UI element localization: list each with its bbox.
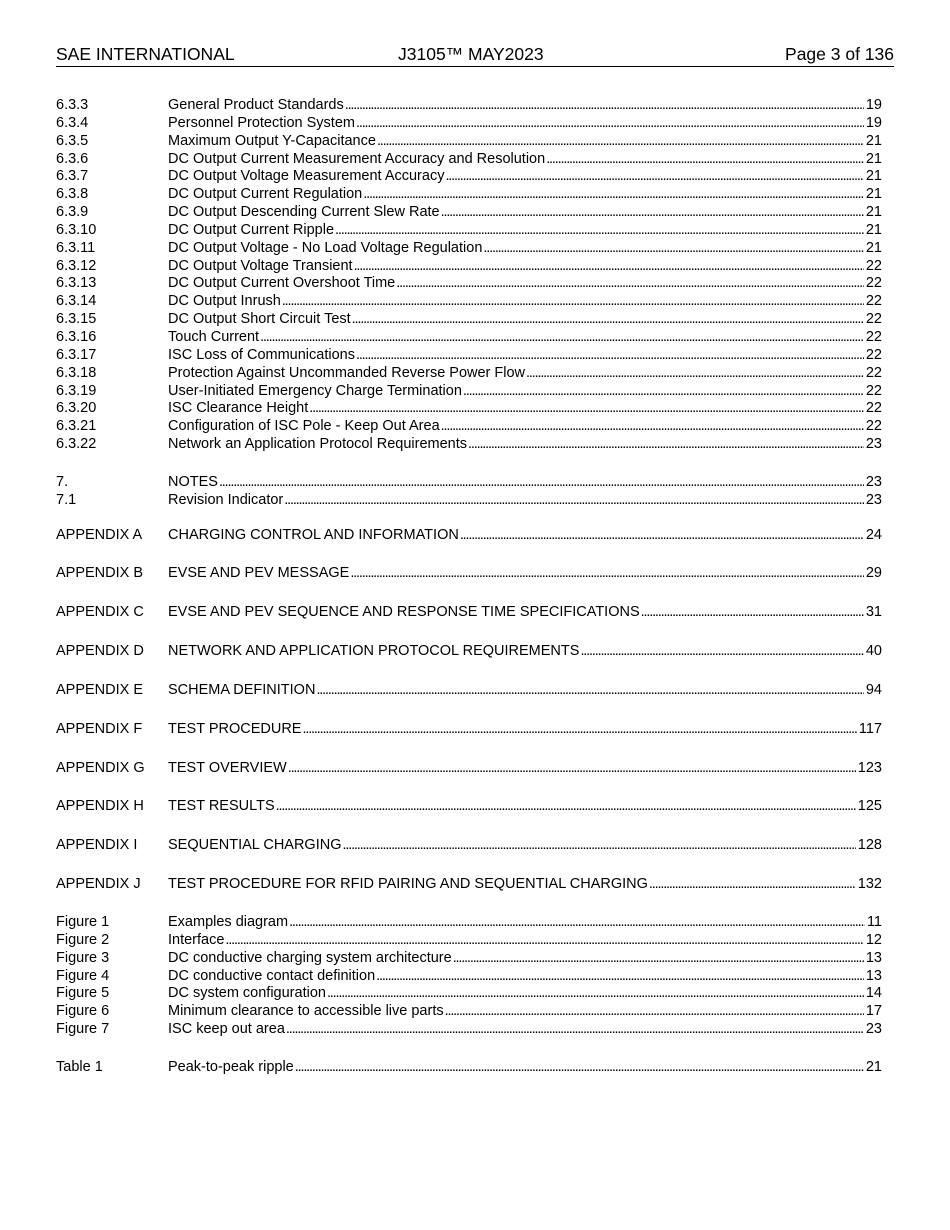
section-number: 6.3.3 [56, 97, 89, 113]
appendix-entry[interactable] [56, 565, 882, 583]
spacer [56, 510, 882, 527]
dot-leader [276, 798, 856, 816]
section-page-number: 21 [865, 239, 882, 256]
section-entry[interactable] [56, 311, 882, 329]
appendix-page-number: 125 [857, 798, 882, 815]
section-number: 6.3.13 [56, 275, 97, 292]
dot-leader [441, 204, 864, 222]
table-number: Table 1 [56, 1058, 103, 1075]
figure-number: Figure 6 [56, 1003, 110, 1020]
appendix-entry[interactable] [56, 682, 882, 700]
appendix-entry[interactable] [56, 721, 882, 739]
section-number: 7. [56, 473, 69, 490]
appendix-entry[interactable] [56, 798, 882, 816]
spacer [56, 544, 882, 565]
appendix-number: APPENDIX D [56, 643, 144, 660]
section-number: 7.1 [56, 491, 77, 508]
section-page-number: 22 [865, 275, 882, 292]
section-entry[interactable] [56, 258, 882, 276]
section-entry[interactable] [56, 204, 882, 222]
dot-leader [463, 383, 864, 401]
figure-title: DC conductive charging system architecture [168, 949, 452, 966]
appendix-page-number: 94 [865, 681, 882, 698]
section-page-number: 22 [865, 364, 882, 381]
section-page-number: 21 [865, 186, 882, 203]
appendix-number: APPENDIX C [56, 604, 144, 621]
section-title: DC Output Descending Current Slew Rate [168, 204, 440, 221]
dot-leader [288, 760, 856, 778]
section-page-number: 22 [865, 328, 882, 345]
section-title: DC Output Current Ripple [168, 221, 335, 238]
spacer [56, 700, 882, 721]
section-page-number: 23 [865, 491, 882, 508]
dot-leader [363, 186, 864, 204]
figure-page-number: 23 [865, 1021, 882, 1038]
dot-leader [343, 837, 856, 855]
spacer [56, 1039, 882, 1059]
dot-leader [286, 1021, 864, 1039]
dot-leader [225, 932, 863, 950]
figure-number: Figure 1 [56, 914, 110, 930]
appendix-title: NETWORK AND APPLICATION PROTOCOL REQUIREMENTS [168, 643, 580, 660]
appendix-title: SCHEMA DEFINITION [168, 681, 316, 698]
section-entry[interactable] [56, 97, 882, 115]
dot-leader [396, 275, 864, 293]
section-entry[interactable] [56, 492, 882, 510]
section-entry[interactable] [56, 133, 882, 151]
section-entry[interactable] [56, 436, 882, 454]
appendix-title: CHARGING CONTROL AND INFORMATION [168, 526, 459, 543]
appendix-entry[interactable] [56, 876, 882, 894]
section-title: General Product Standards [168, 97, 344, 113]
section-title: DC Output Voltage Measurement Accuracy [168, 168, 445, 185]
section-page-number: 21 [865, 204, 882, 221]
figure-entry[interactable] [56, 914, 882, 932]
section-title: User-Initiated Emergency Charge Termination [168, 382, 462, 399]
section-page-number: 21 [865, 150, 882, 167]
section-title: DC Output Voltage Transient [168, 257, 353, 274]
figure-page-number: 12 [865, 931, 882, 948]
dot-leader [460, 527, 864, 545]
dot-leader [441, 418, 864, 436]
figure-page-number: 11 [866, 914, 882, 930]
figure-page-number: 13 [865, 949, 882, 966]
section-title: DC Output Current Regulation [168, 186, 363, 203]
appendix-number: APPENDIX I [56, 837, 138, 854]
dot-leader [260, 329, 864, 347]
section-number: 6.3.14 [56, 293, 97, 310]
section-number: 6.3.22 [56, 436, 97, 453]
section-page-number: 22 [865, 257, 882, 274]
section-title: ISC Loss of Communications [168, 346, 355, 363]
appendix-number: APPENDIX B [56, 565, 144, 582]
section-entry[interactable] [56, 329, 882, 347]
dot-leader [649, 876, 856, 894]
appendix-page-number: 31 [865, 604, 882, 621]
section-number: 6.3.4 [56, 114, 89, 131]
dot-leader [219, 474, 864, 492]
figure-number: Figure 2 [56, 931, 110, 948]
dot-leader [295, 1059, 864, 1077]
section-page-number: 22 [865, 346, 882, 363]
section-number: 6.3.12 [56, 257, 97, 274]
section-title: Personnel Protection System [168, 114, 355, 131]
appendix-page-number: 123 [857, 759, 882, 776]
dot-leader [352, 311, 864, 329]
appendix-number: APPENDIX A [56, 526, 143, 543]
section-number: 6.3.10 [56, 221, 97, 238]
section-number: 6.3.21 [56, 418, 97, 435]
dot-leader [335, 222, 864, 240]
section-entry[interactable] [56, 186, 882, 204]
table-of-contents [56, 97, 882, 1077]
section-title: Protection Against Uncommanded Reverse Power Flow [168, 364, 526, 381]
header-org: SAE INTERNATIONAL [56, 44, 235, 64]
section-entry[interactable] [56, 115, 882, 133]
table-title: Peak-to-peak ripple [168, 1058, 294, 1075]
dot-leader [345, 97, 864, 115]
section-page-number: 19 [865, 114, 882, 131]
dot-leader [327, 985, 864, 1003]
section-page-number: 19 [865, 97, 882, 113]
appendix-page-number: 128 [857, 837, 882, 854]
figure-entry[interactable] [56, 950, 882, 968]
dot-leader [377, 133, 864, 151]
dot-leader [316, 682, 863, 700]
figure-title: ISC keep out area [168, 1021, 285, 1038]
figure-page-number: 17 [865, 1003, 882, 1020]
dot-leader [376, 968, 864, 986]
spacer [56, 739, 882, 760]
dot-leader [350, 565, 864, 583]
spacer [56, 454, 882, 474]
figure-number: Figure 4 [56, 967, 110, 984]
appendix-entry[interactable] [56, 527, 882, 545]
section-title: Maximum Output Y-Capacitance [168, 132, 376, 149]
section-entry[interactable] [56, 222, 882, 240]
section-number: 6.3.18 [56, 364, 97, 381]
section-entry[interactable] [56, 347, 882, 365]
dot-leader [445, 1003, 864, 1021]
section-page-number: 21 [865, 168, 882, 185]
figure-entry[interactable] [56, 985, 882, 1003]
section-entry[interactable] [56, 383, 882, 401]
page-header [56, 44, 894, 67]
appendix-entry[interactable] [56, 643, 882, 661]
section-number: 6.3.5 [56, 132, 89, 149]
section-number: 6.3.16 [56, 328, 97, 345]
figure-title: DC conductive contact definition [168, 967, 376, 984]
appendix-entry[interactable] [56, 837, 882, 855]
figure-title: Interface [168, 931, 225, 948]
section-entry[interactable] [56, 418, 882, 436]
dot-leader [641, 604, 864, 622]
section-number: 6.3.20 [56, 400, 97, 417]
spacer [56, 622, 882, 643]
appendix-title: TEST PROCEDURE [168, 720, 302, 737]
section-title: NOTES [168, 473, 218, 490]
section-page-number: 22 [865, 293, 882, 310]
section-number: 6.3.11 [56, 239, 96, 256]
section-page-number: 21 [865, 132, 882, 149]
table-entry[interactable] [56, 1059, 882, 1077]
section-entry[interactable] [56, 400, 882, 418]
section-entry[interactable] [56, 365, 882, 383]
appendix-page-number: 40 [865, 643, 882, 660]
spacer [56, 855, 882, 876]
figure-entry[interactable] [56, 1021, 882, 1039]
section-number: 6.3.17 [56, 346, 97, 363]
figure-entry[interactable] [56, 1003, 882, 1021]
spacer [56, 777, 882, 798]
spacer [56, 661, 882, 682]
section-entry[interactable] [56, 151, 882, 169]
section-page-number: 23 [865, 473, 882, 490]
dot-leader [356, 115, 864, 133]
section-title: ISC Clearance Height [168, 400, 309, 417]
dot-leader [282, 293, 864, 311]
header-doc-id: J3105™ MAY2023 [398, 44, 544, 64]
appendix-page-number: 132 [857, 876, 882, 893]
dot-leader [289, 914, 865, 932]
appendix-page-number: 117 [858, 720, 882, 737]
appendix-number: APPENDIX J [56, 876, 141, 893]
section-number: 6.3.15 [56, 311, 97, 328]
dot-leader [483, 240, 863, 258]
figure-title: Examples diagram [168, 914, 289, 930]
spacer [56, 894, 882, 914]
section-page-number: 22 [865, 311, 882, 328]
dot-leader [356, 347, 864, 365]
appendix-title: SEQUENTIAL CHARGING [168, 837, 342, 854]
section-title: DC Output Short Circuit Test [168, 311, 351, 328]
figure-number: Figure 7 [56, 1021, 110, 1038]
section-page-number: 22 [865, 418, 882, 435]
dot-leader [546, 151, 864, 169]
appendix-title: TEST RESULTS [168, 798, 275, 815]
figure-title: Minimum clearance to accessible live parts [168, 1003, 444, 1020]
appendix-entry[interactable] [56, 604, 882, 622]
header-page-number: Page 3 of 136 [785, 44, 894, 64]
appendix-number: APPENDIX G [56, 759, 145, 776]
figure-number: Figure 5 [56, 985, 110, 1002]
section-entry[interactable] [56, 474, 882, 492]
section-title: Touch Current [168, 328, 260, 345]
appendix-number: APPENDIX H [56, 798, 144, 815]
section-number: 6.3.19 [56, 382, 97, 399]
dot-leader [302, 721, 856, 739]
dot-leader [468, 436, 864, 454]
spacer [56, 583, 882, 604]
appendix-title: EVSE AND PEV MESSAGE [168, 565, 350, 582]
appendix-page-number: 24 [865, 526, 882, 543]
appendix-entry[interactable] [56, 760, 882, 778]
appendix-title: TEST OVERVIEW [168, 759, 287, 776]
section-number: 6.3.6 [56, 150, 89, 167]
dot-leader [354, 258, 864, 276]
section-entry[interactable] [56, 293, 882, 311]
dot-leader [284, 492, 864, 510]
section-title: Network an Application Protocol Requirements [168, 436, 468, 453]
table-page-number: 21 [865, 1058, 882, 1075]
section-entry[interactable] [56, 275, 882, 293]
spacer [56, 816, 882, 837]
dot-leader [580, 643, 863, 661]
section-title: Revision Indicator [168, 491, 284, 508]
section-entry[interactable] [56, 240, 882, 258]
figure-page-number: 14 [865, 985, 882, 1002]
section-title: DC Output Current Overshoot Time [168, 275, 396, 292]
section-entry[interactable] [56, 168, 882, 186]
appendix-number: APPENDIX F [56, 720, 143, 737]
figure-entry[interactable] [56, 932, 882, 950]
figure-number: Figure 3 [56, 949, 110, 966]
dot-leader [453, 950, 864, 968]
appendix-title: EVSE AND PEV SEQUENCE AND RESPONSE TIME SPECIFICATIONS [168, 604, 640, 621]
section-title: DC Output Current Measurement Accuracy and Resolution [168, 150, 546, 167]
figure-title: DC system configuration [168, 985, 326, 1002]
figure-page-number: 13 [865, 967, 882, 984]
section-page-number: 21 [865, 221, 882, 238]
dot-leader [526, 365, 864, 383]
section-number: 6.3.9 [56, 204, 89, 221]
section-number: 6.3.8 [56, 186, 89, 203]
dot-leader [445, 168, 863, 186]
section-page-number: 22 [865, 400, 882, 417]
dot-leader [309, 400, 864, 418]
section-number: 6.3.7 [56, 168, 89, 185]
figure-entry[interactable] [56, 968, 882, 986]
appendix-number: APPENDIX E [56, 681, 144, 698]
section-title: DC Output Voltage - No Load Voltage Regulation [168, 239, 483, 256]
section-title: Configuration of ISC Pole - Keep Out Area [168, 418, 440, 435]
section-page-number: 23 [865, 436, 882, 453]
section-title: DC Output Inrush [168, 293, 281, 310]
appendix-title: TEST PROCEDURE FOR RFID PAIRING AND SEQUENTIAL CHARGING [168, 876, 648, 893]
appendix-page-number: 29 [865, 565, 882, 582]
section-page-number: 22 [865, 382, 882, 399]
